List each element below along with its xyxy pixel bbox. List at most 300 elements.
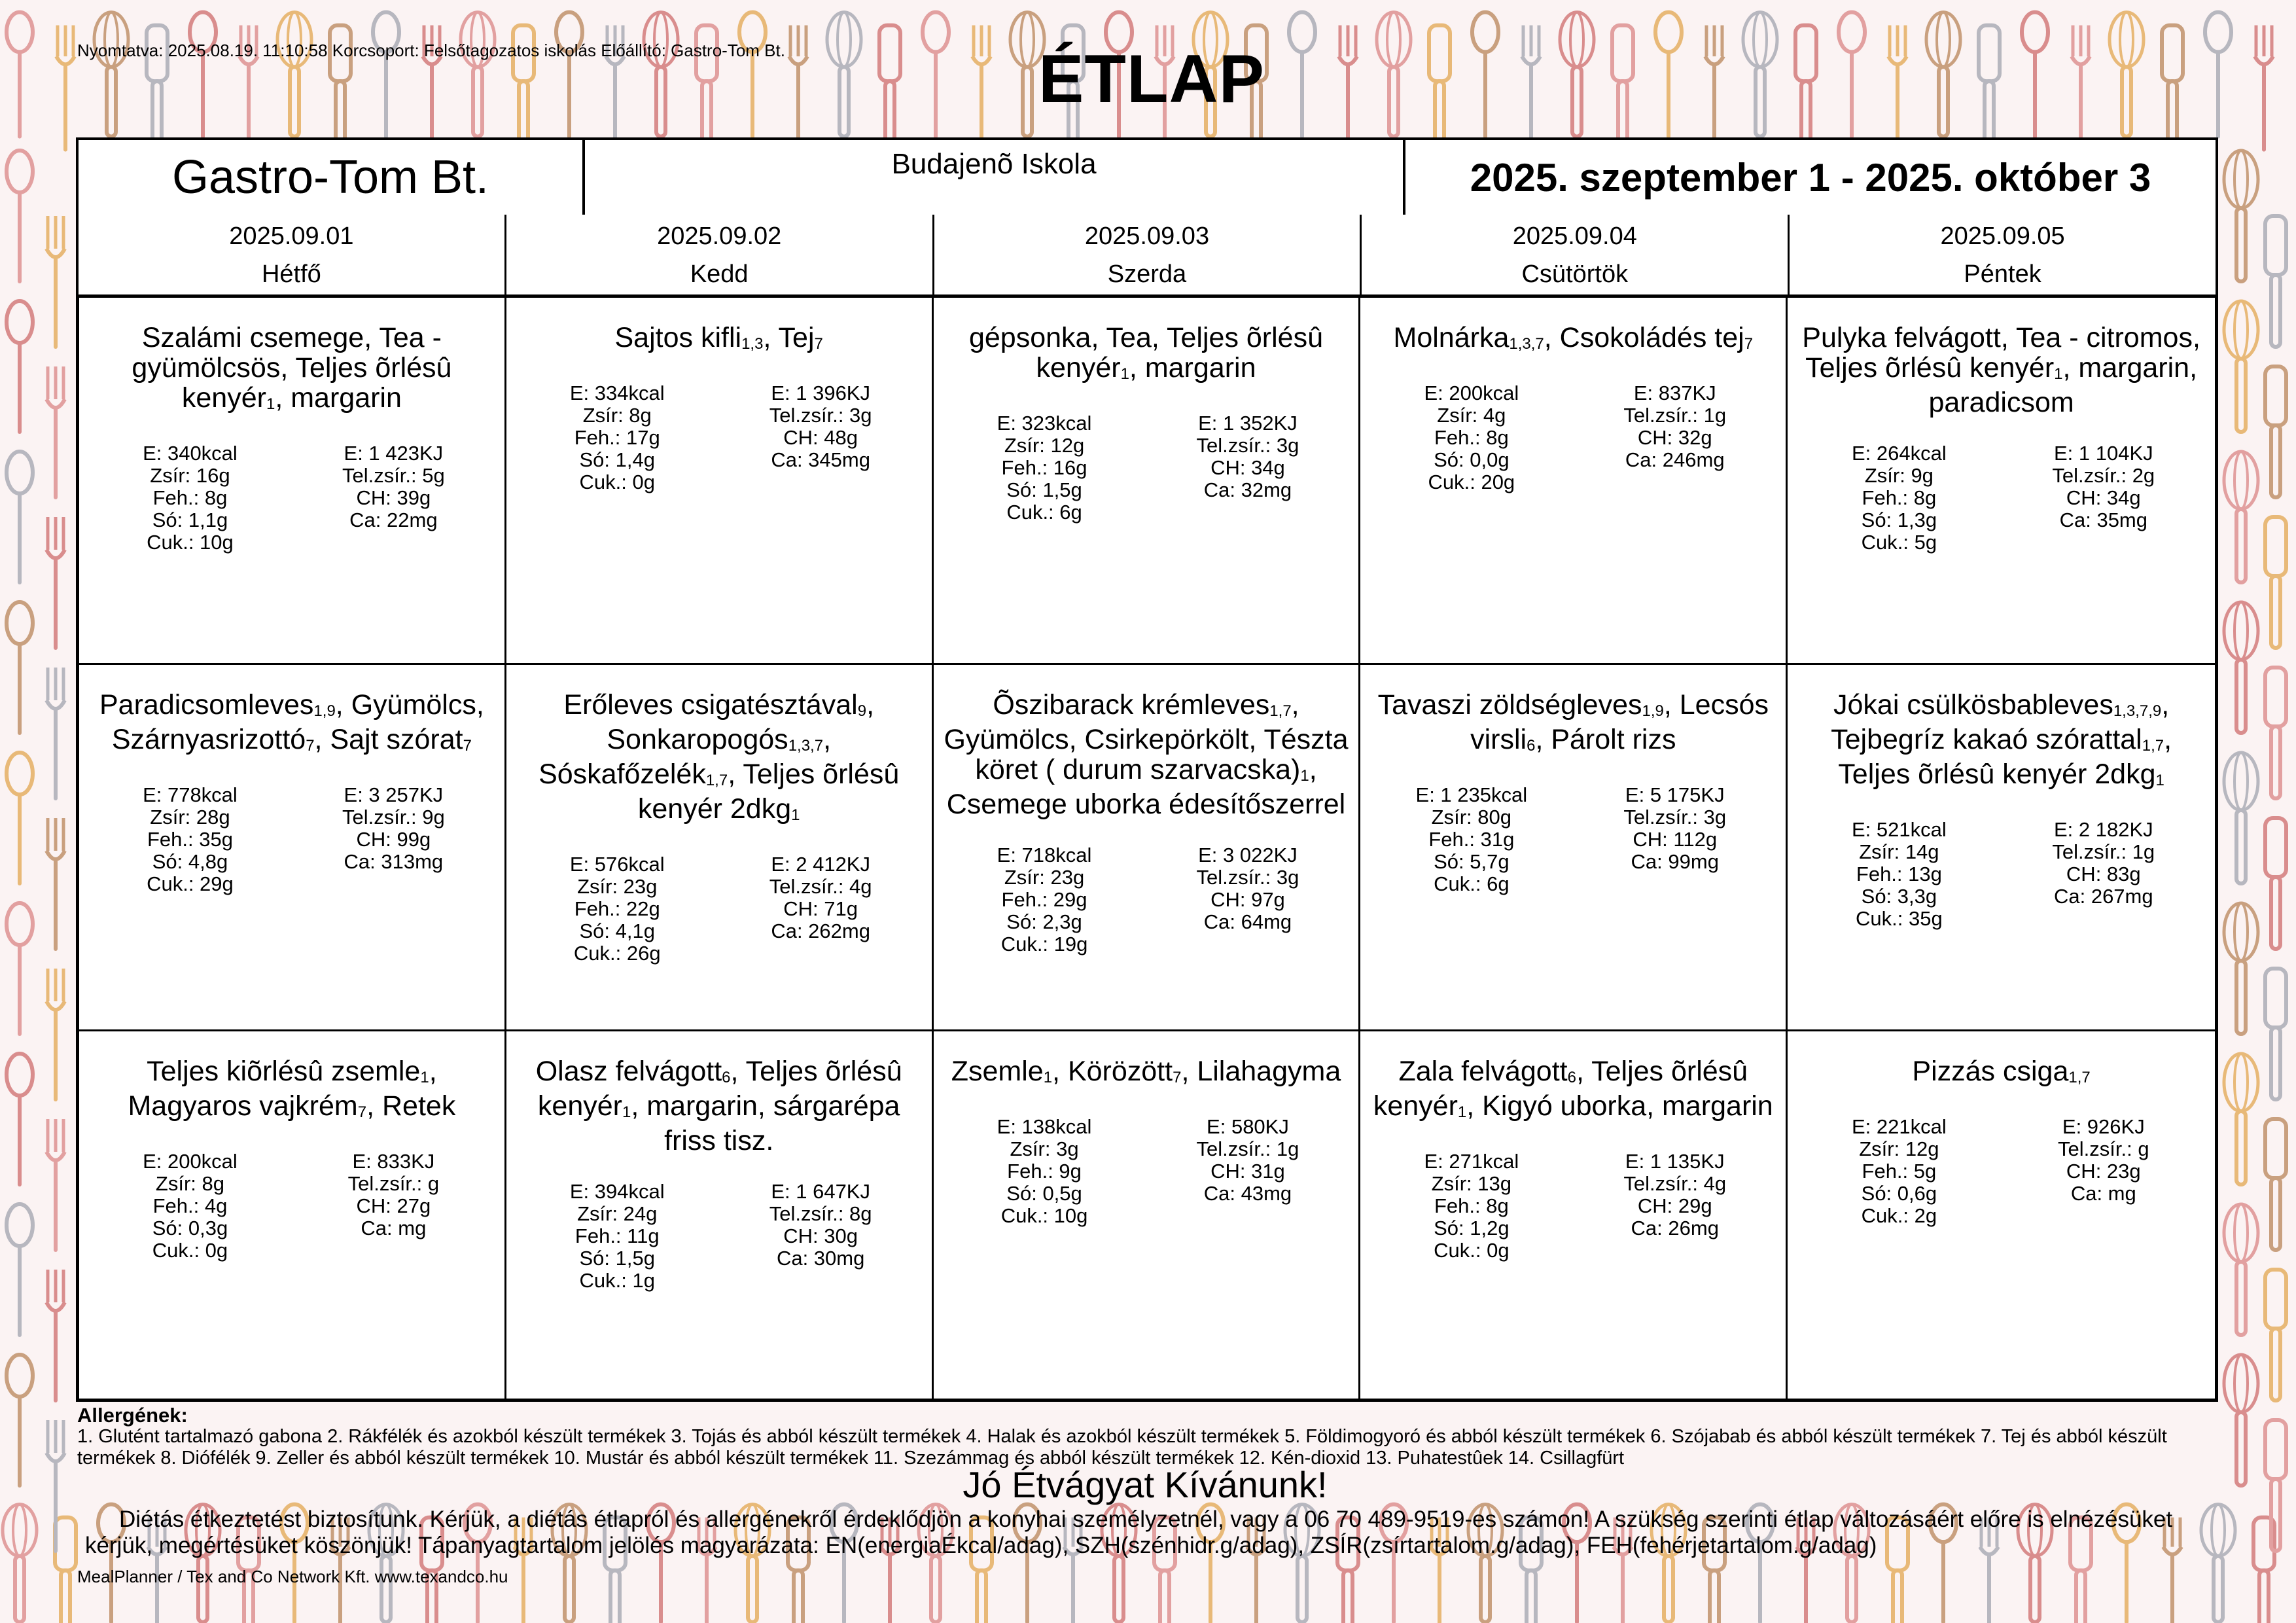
menu-cell: [506, 1031, 934, 1399]
nutrition-value: E: 521kcal: [1852, 817, 1947, 841]
nutrition-info: [1797, 1116, 2206, 1227]
meal-description: [1369, 323, 1776, 357]
nutrition-info: [1797, 819, 2206, 930]
meal-description: [1797, 690, 2206, 794]
nutrition-value: Feh.: 22g: [574, 897, 660, 920]
meal-text: Molnárka: [1393, 322, 1510, 353]
nutrition-value: Feh.: 8g: [152, 486, 228, 509]
allergen-code: 1,3,7: [1509, 335, 1544, 353]
nutrition-value: E: 394kcal: [569, 1180, 665, 1204]
day-name: Péntek: [1964, 260, 2041, 288]
meal-description: [1797, 323, 2206, 418]
meal-text: Erőleves csigatésztával: [563, 688, 858, 721]
allergen-code: 1: [1457, 1103, 1467, 1122]
nutrition-value: E: 1 352KJ: [1198, 412, 1298, 435]
day-header: [934, 215, 1362, 296]
nutrition-value: Cuk.: 5g: [1861, 531, 1937, 554]
allergen-code: 6: [1567, 1069, 1576, 1087]
meal-text: , Párolt rizs: [1535, 723, 1676, 755]
meal-description: [516, 323, 923, 357]
meal-description: [516, 690, 923, 829]
nutrition-value: E: 1 396KJ: [771, 382, 870, 404]
meal-text: Õszibarack krémleves: [993, 688, 1270, 721]
meal-text: , Teljes õrlésû kenyér 2dkg: [637, 758, 900, 825]
nutrition-value: Tel.zsír.: 2g: [2052, 464, 2155, 487]
nutrition-value: CH: 30g: [783, 1224, 858, 1248]
meal-text: , Csokoládés tej: [1544, 322, 1744, 353]
nutrition-value: CH: 23g: [2066, 1160, 2141, 1183]
nutrition-value: Tel.zsír.: 3g: [1623, 805, 1727, 829]
nutrition-value: E: 1 135KJ: [1625, 1150, 1725, 1173]
meal-text: , Körözött: [1052, 1056, 1173, 1088]
nutrition-value: Ca: 99mg: [1631, 849, 1719, 873]
nutrition-column: [943, 412, 1146, 524]
nutrition-column: [292, 784, 495, 895]
nutrition-column: [943, 844, 1146, 955]
meal-text: , Retek: [366, 1090, 456, 1122]
nutrition-value: E: 271kcal: [1424, 1150, 1519, 1173]
menu-cell: [934, 665, 1361, 1032]
nutrition-column: [1369, 1150, 1573, 1262]
nutrition-info: [516, 1181, 923, 1292]
nutrition-info: [943, 844, 1350, 955]
nutrition-value: Ca: 246mg: [1625, 448, 1725, 471]
nutrition-info: [943, 412, 1350, 524]
meal-text: Zala felvágott: [1398, 1056, 1568, 1088]
nutrition-value: Cuk.: 20g: [1428, 471, 1515, 493]
menu-cell: [1360, 665, 1788, 1032]
nutrition-column: [719, 853, 923, 965]
meal-text: , Teljes õrlésû kenyér: [1373, 1056, 1748, 1122]
nutrition-info: [1369, 382, 1776, 493]
nutrition-value: Zsír: 28g: [150, 805, 230, 829]
nutrition-value: Tel.zsír.: 3g: [1196, 865, 1299, 889]
menu-cell: [1788, 665, 2215, 1032]
nutrition-value: Só: 3,3g: [1861, 884, 1937, 908]
nutrition-value: E: 580KJ: [1207, 1115, 1289, 1139]
meal-text: , Lecsós virsli: [1470, 688, 1769, 755]
nutrition-value: Ca: mg: [361, 1217, 427, 1240]
meal-description: [943, 323, 1350, 387]
nutrition-value: Ca: 267mg: [2053, 884, 2153, 908]
day-date: 2025.09.04: [1512, 223, 1637, 250]
meal-text: Tavaszi zöldségleves: [1377, 688, 1642, 721]
meal-description: [88, 323, 495, 418]
meal-description: [1369, 690, 1776, 759]
meal-description: [1797, 1056, 2206, 1091]
day-name: Hétfő: [261, 260, 321, 288]
nutrition-value: E: 221kcal: [1852, 1115, 1947, 1139]
nutrition-column: [1146, 1116, 1350, 1227]
nutrition-value: Tel.zsír.: g: [347, 1172, 440, 1196]
allergen-code: 7: [306, 736, 315, 755]
allergen-code: 7: [1173, 1069, 1182, 1087]
nutrition-value: Tel.zsír.: 5g: [342, 464, 445, 487]
nutrition-value: Ca: 26mg: [1631, 1217, 1719, 1240]
menu-cell: [506, 665, 934, 1032]
nutrition-value: Ca: mg: [2070, 1182, 2136, 1205]
nutrition-value: Feh.: 8g: [1434, 1194, 1509, 1218]
nutrition-info: [88, 442, 495, 554]
nutrition-column: [1146, 844, 1350, 955]
meal-description: [943, 1056, 1350, 1091]
nutrition-info: [1369, 784, 1776, 895]
nutrition-value: Cuk.: 10g: [147, 531, 234, 554]
meal-text: Szalámi csemege, Tea - gyümölcsös, Teljes õrlésû kenyér: [132, 322, 452, 414]
allergen-code: 7: [357, 1103, 367, 1122]
nutrition-value: Só: 1,3g: [1861, 508, 1937, 531]
nutrition-value: E: 926KJ: [2062, 1115, 2145, 1139]
allergen-code: 1,7: [1269, 702, 1292, 720]
nutrition-value: Só: 4,8g: [152, 849, 228, 873]
meal-text: Jókai csülkösbableves: [1833, 688, 2113, 721]
nutrition-column: [516, 382, 719, 493]
nutrition-value: Tel.zsír.: 4g: [1623, 1172, 1727, 1196]
nutrition-value: CH: 31g: [1210, 1160, 1285, 1183]
nutrition-value: Zsír: 3g: [1010, 1137, 1079, 1161]
allergen-code: 1: [622, 1103, 631, 1122]
nutrition-value: Cuk.: 0g: [1434, 1239, 1510, 1262]
nutrition-value: Zsír: 8g: [155, 1172, 224, 1196]
nutrition-column: [292, 1150, 495, 1262]
nutrition-value: CH: 71g: [783, 897, 858, 920]
nutrition-value: Cuk.: 0g: [152, 1239, 228, 1262]
nutrition-column: [1797, 819, 2001, 930]
nutrition-column: [292, 442, 495, 554]
meal-text: , Magyaros vajkrém: [128, 1056, 437, 1122]
nutrition-info: [1369, 1150, 1776, 1262]
menu-period: 2025. szeptember 1 - 2025. október 3: [1470, 155, 2151, 200]
nutrition-value: Feh.: 35g: [147, 827, 233, 851]
menu-header: [76, 137, 2218, 217]
nutrition-value: Só: 1,4g: [579, 448, 655, 471]
nutrition-value: Tel.zsír.: 1g: [1196, 1137, 1299, 1161]
day-header: [79, 215, 506, 296]
day-name: Szerda: [1107, 260, 1187, 288]
nutrition-value: Feh.: 9g: [1007, 1160, 1082, 1183]
nutrition-column: [2002, 442, 2206, 554]
allergen-code: 1,9: [313, 702, 336, 720]
nutrition-value: Só: 2,3g: [1006, 910, 1082, 933]
nutrition-value: E: 1 235kcal: [1415, 783, 1528, 806]
nutrition-value: Só: 1,1g: [152, 508, 228, 531]
nutrition-value: Só: 1,5g: [579, 1247, 655, 1270]
nutrition-value: CH: 48g: [783, 426, 858, 449]
meal-description: [88, 690, 495, 759]
nutrition-value: Zsír: 12g: [1004, 434, 1085, 457]
meal-text: gépsonka, Tea, Teljes õrlésû kenyér: [968, 322, 1324, 383]
diet-notice: Diétás étkeztetést biztosítunk. Kérjük, a diétás étlapról és allergénekről érdeklődjön a konyhai személyzetnél, vagy a 06 70 489-9519-es számon! A szükség szerinti étlap változásáért előre is elnézésüket kérjük, megértésüket köszönjük! Tápanyagtartalom jelölés magyarázata: EN(energiaÉkcal/adag), SZH(szénhidr.g/adag), ZSÍR(zsírtartalom.g/adag), FEH(fehérjetartalom.g/adag): [85, 1507, 2173, 1558]
meal-text: Olasz felvágott: [535, 1056, 722, 1088]
allergen-code: 9: [857, 702, 867, 720]
meal-text: Zsemle: [951, 1056, 1044, 1088]
allergen-code: 7: [1744, 335, 1754, 353]
nutrition-column: [516, 853, 719, 965]
day-header: [1790, 215, 2216, 296]
nutrition-column: [1797, 442, 2001, 554]
nutrition-value: Só: 0,0g: [1434, 448, 1510, 471]
nutrition-value: CH: 97g: [1210, 887, 1285, 911]
nutrition-value: Zsír: 16g: [150, 464, 230, 487]
day-header: [506, 215, 934, 296]
print-info: Nyomtatva: 2025.08.19. 11:10:58 Korcsoport: Felsőtagozatos iskolás Előállító: Gastro-Tom Bt.: [77, 41, 785, 60]
nutrition-value: Zsír: 23g: [1004, 865, 1085, 889]
menu-cell: [934, 298, 1361, 665]
nutrition-value: E: 200kcal: [1424, 382, 1519, 404]
meal-text: , margarin: [275, 382, 402, 414]
nutrition-value: Zsír: 8g: [582, 404, 652, 427]
nutrition-value: Cuk.: 6g: [1006, 501, 1082, 524]
nutrition-value: Zsír: 80g: [1431, 805, 1511, 829]
nutrition-value: Cuk.: 26g: [573, 941, 661, 965]
nutrition-value: E: 138kcal: [997, 1115, 1092, 1139]
allergen-code: 1,3,7: [788, 736, 824, 755]
meal-description: [943, 690, 1350, 819]
day-name: Kedd: [690, 260, 749, 288]
nutrition-value: Feh.: 5g: [1862, 1160, 1937, 1183]
school-name: Budajenõ Iskola: [585, 140, 1405, 215]
nutrition-column: [1369, 382, 1573, 493]
nutrition-value: E: 778kcal: [143, 783, 238, 806]
footer-credit: MealPlanner / Tex and Co Network Kft. www.texandco.hu: [77, 1567, 508, 1586]
meal-text: , Sóskafőzelék: [539, 723, 832, 790]
nutrition-value: Feh.: 13g: [1856, 862, 1942, 885]
meal-text: , Csemege uborka édesítőszerrel: [946, 753, 1346, 820]
nutrition-value: E: 1 423KJ: [344, 442, 444, 465]
nutrition-value: Cuk.: 35g: [1856, 906, 1943, 930]
menu-cell: [1360, 298, 1788, 665]
slogan: Jó Étvágyat Kívánunk!: [963, 1464, 1328, 1505]
allergen-code: 6: [722, 1069, 731, 1087]
menu-cell: [1788, 298, 2215, 665]
nutrition-value: Ca: 32mg: [1203, 478, 1292, 501]
nutrition-value: Só: 1,2g: [1434, 1217, 1510, 1240]
nutrition-value: Feh.: 11g: [574, 1224, 660, 1248]
meal-text: , margarin, paradicsom: [1928, 352, 2198, 418]
nutrition-column: [1573, 784, 1776, 895]
day-date: 2025.09.02: [657, 223, 782, 250]
menu-cell: [79, 1031, 506, 1399]
allergen-code: 1,9: [1642, 702, 1664, 720]
day-date: 2025.09.03: [1084, 223, 1210, 250]
nutrition-value: E: 3 022KJ: [1198, 843, 1298, 866]
nutrition-value: Ca: 35mg: [2059, 508, 2147, 531]
allergen-code: 7: [814, 335, 823, 353]
nutrition-info: [943, 1116, 1350, 1227]
allergen-list: 1. Glutént tartalmazó gabona 2. Rákfélék és azokból készült termékek 3. Tojás és abból készült termékek 4. Halak és azokból készült termékek 5. Földimogyoró és abból készült termékek 6. Szójabab és abból készült termékek 7. Tej és abból készült termékek 8. Diófélék 9. Zeller és abból készült termékek 10. Mustár és abból készült termékek 11. Szezámmag és abból készült termékek 12. Kén-dioxid 13. Puhatestûek 14. Csillagfürt: [77, 1426, 2167, 1469]
nutrition-value: Cuk.: 29g: [147, 872, 234, 895]
nutrition-value: Zsír: 4g: [1437, 404, 1506, 427]
nutrition-value: Cuk.: 6g: [1434, 872, 1510, 895]
menu-grid: [76, 294, 2218, 1402]
meal-text: , Teljes õrlésû kenyér: [537, 1056, 902, 1122]
allergen-code: 1: [1043, 1069, 1053, 1087]
nutrition-column: [943, 1116, 1146, 1227]
nutrition-value: Feh.: 4g: [152, 1194, 228, 1218]
nutrition-value: Zsír: 9g: [1864, 464, 1934, 487]
nutrition-value: E: 2 412KJ: [771, 852, 870, 876]
nutrition-value: E: 1 647KJ: [771, 1180, 870, 1204]
nutrition-value: Feh.: 31g: [1428, 827, 1515, 851]
menu-cell: [1788, 1031, 2215, 1399]
nutrition-value: E: 837KJ: [1633, 382, 1716, 404]
meal-text: , Teljes õrlésû kenyér 2dkg: [1838, 723, 2172, 790]
meal-text: Pizzás csiga: [1912, 1056, 2069, 1088]
nutrition-value: Ca: 345mg: [771, 448, 870, 471]
nutrition-column: [1146, 412, 1350, 524]
nutrition-value: CH: 34g: [2066, 486, 2141, 509]
nutrition-value: Tel.zsír.: 8g: [769, 1202, 872, 1226]
nutrition-value: Cuk.: 1g: [579, 1269, 655, 1293]
day-header-row: [76, 215, 2218, 296]
allergen-code: 1: [1300, 766, 1309, 785]
nutrition-value: E: 264kcal: [1852, 442, 1947, 465]
nutrition-value: Zsír: 13g: [1431, 1172, 1511, 1196]
menu-cell: [934, 1031, 1361, 1399]
nutrition-value: E: 1 104KJ: [2053, 442, 2153, 465]
nutrition-value: Cuk.: 19g: [1000, 932, 1088, 955]
nutrition-value: Feh.: 8g: [1434, 426, 1509, 449]
day-date: 2025.09.05: [1940, 223, 2065, 250]
nutrition-value: CH: 27g: [356, 1194, 431, 1218]
nutrition-value: Só: 4,1g: [579, 919, 655, 942]
nutrition-value: Ca: 22mg: [349, 508, 438, 531]
page-title: ÉTLAP: [1038, 41, 1265, 117]
nutrition-info: [516, 382, 923, 493]
nutrition-info: [88, 784, 495, 895]
nutrition-value: Só: 1,5g: [1006, 478, 1082, 501]
allergen-code: 1: [2054, 365, 2063, 383]
nutrition-value: Feh.: 16g: [1001, 456, 1087, 479]
nutrition-value: Só: 0,6g: [1861, 1182, 1937, 1205]
nutrition-value: E: 200kcal: [143, 1150, 238, 1173]
nutrition-column: [1797, 1116, 2001, 1227]
nutrition-value: Ca: 313mg: [344, 849, 444, 873]
nutrition-value: E: 340kcal: [143, 442, 238, 465]
nutrition-value: CH: 29g: [1637, 1194, 1712, 1218]
meal-text: , margarin, sárgarépa friss tisz.: [631, 1090, 900, 1157]
menu-cell: [79, 298, 506, 665]
nutrition-column: [719, 1181, 923, 1292]
nutrition-column: [2002, 1116, 2206, 1227]
menu-cell: [506, 298, 934, 665]
nutrition-value: CH: 39g: [356, 486, 431, 509]
meal-text: , Tejbegríz kakaó szórattal: [1831, 688, 2170, 755]
allergen-code: 1: [1120, 365, 1129, 383]
meal-text: , Kigyó uborka, margarin: [1466, 1090, 1773, 1122]
nutrition-value: Feh.: 8g: [1862, 486, 1937, 509]
nutrition-value: E: 3 257KJ: [344, 783, 444, 806]
nutrition-value: Só: 5,7g: [1434, 849, 1510, 873]
nutrition-value: Feh.: 29g: [1001, 887, 1087, 911]
nutrition-value: Tel.zsír.: 3g: [769, 404, 872, 427]
meal-text: , Gyümölcs, Szárnyasrizottó: [111, 688, 484, 755]
meal-description: [88, 1056, 495, 1126]
nutrition-value: Tel.zsír.: 1g: [2052, 840, 2155, 863]
allergen-code: 1,7: [2068, 1069, 2091, 1087]
allergen-code: 1: [266, 395, 275, 413]
day-header: [1362, 215, 1790, 296]
nutrition-column: [719, 382, 923, 493]
nutrition-value: CH: 34g: [1210, 456, 1285, 479]
nutrition-value: CH: 99g: [356, 827, 431, 851]
nutrition-value: Cuk.: 10g: [1000, 1204, 1088, 1228]
nutrition-value: Zsír: 24g: [577, 1202, 658, 1226]
nutrition-value: Só: 0,5g: [1006, 1182, 1082, 1205]
allergen-code: 1,7: [2142, 736, 2164, 755]
nutrition-value: Ca: 43mg: [1203, 1182, 1292, 1205]
nutrition-value: CH: 83g: [2066, 862, 2141, 885]
nutrition-info: [516, 853, 923, 965]
allergen-code: 1: [420, 1069, 429, 1087]
allergen-code: 1,3: [741, 335, 764, 353]
nutrition-column: [88, 442, 292, 554]
allergen-code: 1,3,7,9: [2113, 702, 2162, 720]
nutrition-value: Ca: 262mg: [771, 919, 870, 942]
nutrition-value: Cuk.: 2g: [1861, 1204, 1937, 1228]
meal-text: , margarin: [1129, 352, 1256, 383]
allergen-title: Allergének:: [77, 1404, 188, 1427]
meal-description: [516, 1056, 923, 1156]
allergen-code: 1,7: [705, 771, 728, 789]
nutrition-value: Ca: 30mg: [776, 1247, 865, 1270]
nutrition-column: [88, 784, 292, 895]
nutrition-info: [1797, 442, 2206, 554]
nutrition-column: [1369, 784, 1573, 895]
nutrition-value: E: 718kcal: [997, 843, 1092, 866]
nutrition-value: E: 5 175KJ: [1625, 783, 1725, 806]
meal-text: Sajtos kifli: [614, 322, 742, 353]
meal-text: Pulyka felvágott, Tea - citromos, Teljes õrlésû kenyér: [1802, 322, 2200, 383]
nutrition-value: CH: 112g: [1633, 827, 1718, 851]
nutrition-value: E: 576kcal: [569, 852, 665, 876]
nutrition-value: Só: 0,3g: [152, 1217, 228, 1240]
nutrition-value: E: 334kcal: [569, 382, 665, 404]
allergen-code: 6: [1527, 736, 1536, 755]
nutrition-column: [1573, 382, 1776, 493]
nutrition-value: Zsír: 14g: [1859, 840, 1939, 863]
allergen-code: 1: [2155, 771, 2164, 789]
allergen-code: 1: [791, 806, 800, 824]
nutrition-value: E: 2 182KJ: [2053, 817, 2153, 841]
day-name: Csütörtök: [1521, 260, 1629, 288]
meal-text: Teljes kiõrlésû zsemle: [147, 1056, 421, 1088]
nutrition-value: E: 323kcal: [997, 412, 1092, 435]
nutrition-value: Feh.: 17g: [574, 426, 660, 449]
nutrition-value: Ca: 64mg: [1203, 910, 1292, 933]
meal-text: , Tej: [763, 322, 815, 353]
nutrition-value: CH: 32g: [1637, 426, 1712, 449]
nutrition-info: [88, 1150, 495, 1262]
nutrition-column: [1573, 1150, 1776, 1262]
menu-cell: [1360, 1031, 1788, 1399]
meal-text: , Gyümölcs, Csirkepörkölt, Tészta köret ( durum szarvacska): [944, 688, 1349, 785]
day-date: 2025.09.01: [229, 223, 354, 250]
nutrition-value: Tel.zsír.: 9g: [342, 805, 445, 829]
nutrition-value: Tel.zsír.: g: [2058, 1137, 2149, 1161]
meal-text: Paradicsomleves: [99, 688, 314, 721]
menu-cell: [79, 665, 506, 1032]
nutrition-column: [2002, 819, 2206, 930]
nutrition-value: Tel.zsír.: 3g: [1196, 434, 1299, 457]
nutrition-value: Tel.zsír.: 1g: [1623, 404, 1727, 427]
allergen-section: [77, 1404, 2217, 1469]
meal-text: , Lilahagyma: [1181, 1056, 1341, 1088]
nutrition-value: E: 833KJ: [352, 1150, 435, 1173]
meal-text: , Sajt szórat: [314, 723, 463, 755]
allergen-code: 7: [463, 736, 472, 755]
nutrition-value: Zsír: 23g: [577, 874, 658, 898]
